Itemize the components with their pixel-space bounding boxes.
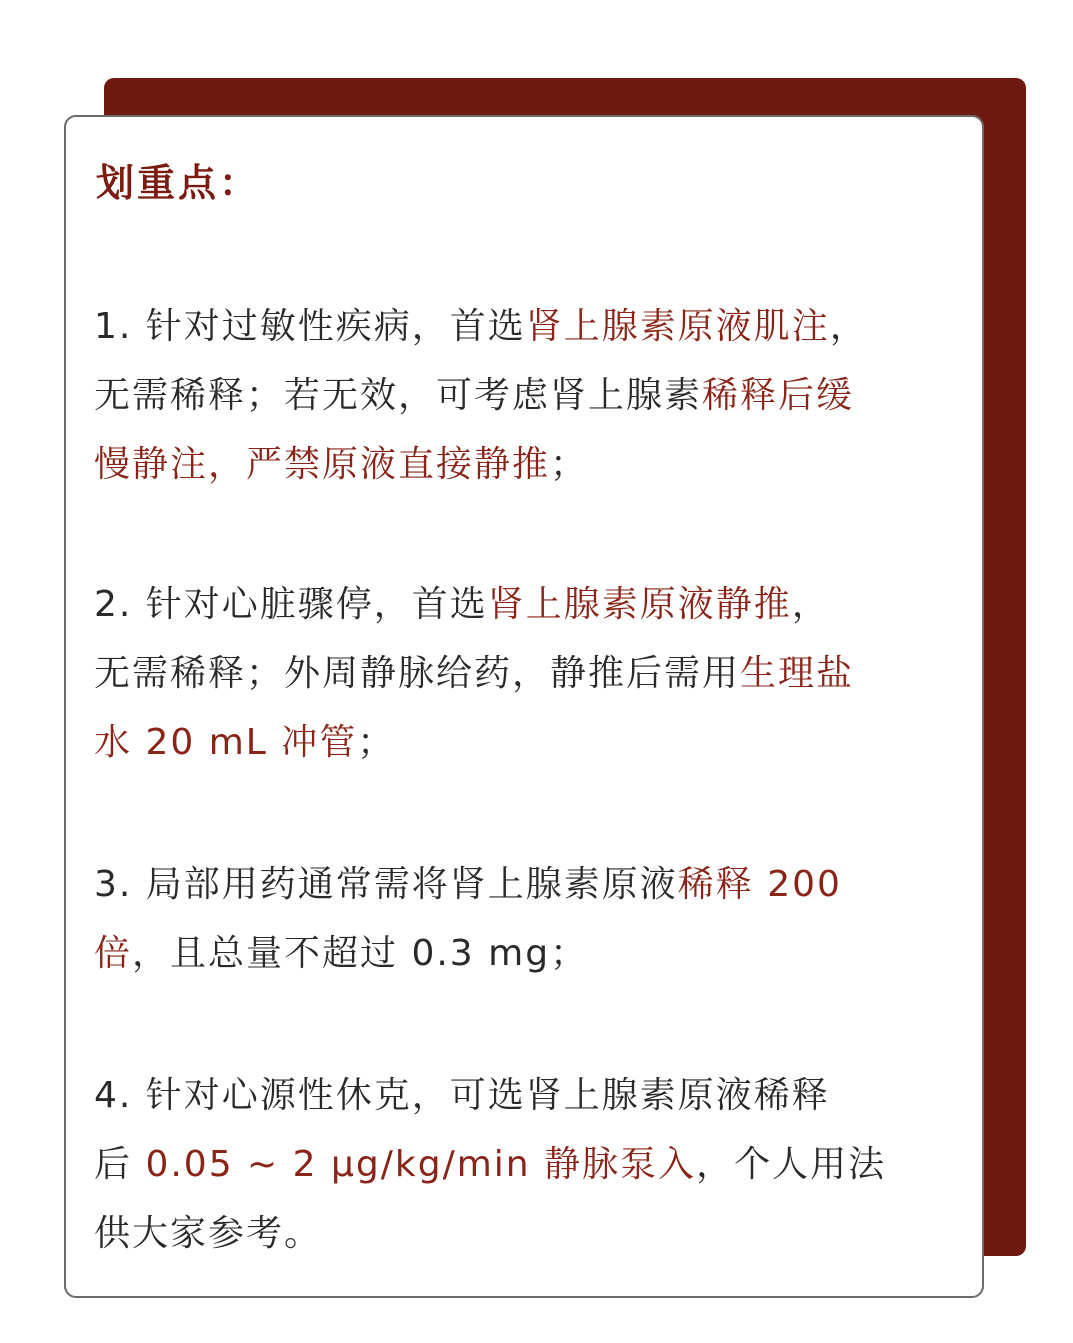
point-line — [94, 708, 956, 777]
point-text: 无需稀释；外周静脉给药，静推后需用 — [94, 653, 741, 694]
point-text: 3. 局部用药通常需将肾上腺素原液 — [94, 864, 678, 905]
point-text: 1. 针对过敏性疾病，首选 — [94, 306, 526, 347]
highlighted-text: 肾上腺素原液静推 — [487, 584, 792, 625]
highlighted-text: 稀释后缓 — [702, 375, 855, 416]
point-text: ； — [550, 444, 589, 485]
highlighted-text: 0.05 ~ 2 μg/kg/min 静脉泵入 — [145, 1144, 697, 1185]
point-line — [94, 639, 956, 708]
point-text: ，个人用法 — [696, 1144, 887, 1185]
key-point-4 — [94, 1061, 956, 1268]
point-text: ； — [357, 722, 396, 763]
highlighted-text: 生理盐 — [740, 653, 855, 694]
point-text: 无需稀释；若无效，可考虑肾上腺素 — [94, 375, 703, 416]
key-point-1 — [94, 292, 956, 499]
point-text: 供大家参考。 — [94, 1213, 323, 1254]
point-line — [94, 1130, 956, 1199]
highlighted-text: 倍 — [94, 933, 133, 974]
highlighted-text: 慢静注，严禁原液直接静推 — [94, 444, 551, 485]
point-text: 2. 针对心脏骤停，首选 — [94, 584, 488, 625]
point-text: ， — [829, 306, 868, 347]
point-line — [94, 1061, 956, 1130]
highlighted-text: 稀释 200 — [677, 864, 842, 905]
highlighted-text: 肾上腺素原液肌注 — [525, 306, 830, 347]
point-line — [94, 292, 956, 361]
point-line — [94, 1199, 956, 1268]
point-text: 后 — [94, 1144, 146, 1185]
point-text: ，且总量不超过 0.3 mg； — [132, 933, 589, 974]
point-line — [94, 361, 956, 430]
point-line — [94, 570, 956, 639]
card-title: 划重点： — [96, 161, 261, 205]
key-point-3 — [94, 850, 956, 988]
key-points-card — [64, 115, 984, 1298]
point-line — [94, 919, 956, 988]
point-text: ， — [791, 584, 830, 625]
highlighted-text: 水 20 mL 冲管 — [94, 722, 358, 763]
point-line — [94, 850, 956, 919]
point-text: 4. 针对心源性休克，可选肾上腺素原液稀释 — [94, 1075, 830, 1116]
key-point-2 — [94, 570, 956, 777]
point-line — [94, 430, 956, 499]
